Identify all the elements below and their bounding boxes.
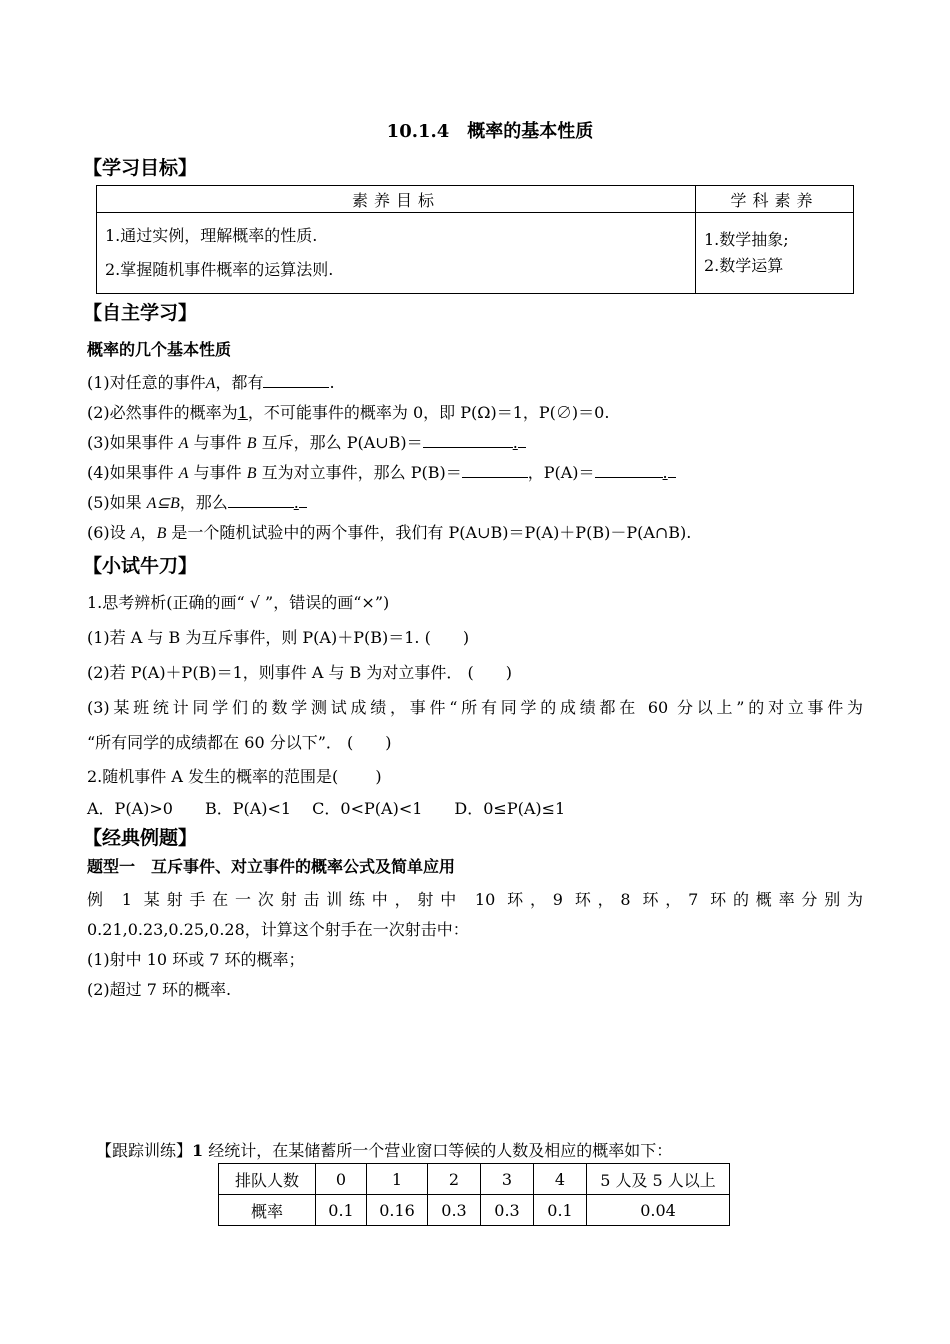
training-number: 1	[192, 1141, 204, 1160]
fill-blank[interactable]	[423, 431, 513, 448]
training-text: 经统计，在某储蓄所一个营业窗口等候的人数及相应的概率如下：	[203, 1141, 673, 1160]
table-cell: 3	[481, 1164, 534, 1195]
property-4: (4)如果事件 A 与事件 B 互为对立事件，那么 P(B)＝ ，P(A)＝ .	[87, 460, 676, 483]
table-cell: 2	[428, 1164, 481, 1195]
table-cell: 4	[534, 1164, 587, 1195]
goals-col2-header: 学科素养	[696, 186, 854, 213]
fill-blank[interactable]	[462, 461, 528, 478]
example-1-part-1: (1)射中 10 环或 7 环的概率；	[87, 950, 305, 969]
property-6: (6)设 A，B 是一个随机试验中的两个事件，我们有 P(A∪B)＝P(A)＋P(B)－P(A∩B).	[87, 523, 692, 542]
section-try-heading: 【小试牛刀】	[83, 555, 198, 577]
table-cell: 0.04	[587, 1195, 730, 1226]
type-1-heading: 题型一 互斥事件、对立事件的概率公式及简单应用	[87, 857, 456, 876]
goals-col1-header: 素养目标	[97, 186, 696, 213]
question-1: 1.思考辨析(正确的画“ √ ”，错误的画“×”)	[87, 593, 390, 612]
question-2: 2.随机事件 A 发生的概率的范围是( )	[87, 767, 382, 786]
property-3: (3)如果事件 A 与事件 B 互斥，那么 P(A∪B)＝ .	[87, 430, 526, 453]
table-cell: 0.1	[316, 1195, 367, 1226]
goal-item: 1.通过实例，理解概率的性质.	[105, 226, 318, 245]
table-cell: 0	[316, 1164, 367, 1195]
table-row	[219, 1195, 730, 1226]
example-1-line-2: 0.21,0.23,0.25,0.28，计算这个射手在一次射击中：	[87, 920, 469, 939]
literacy-item: 2.数学运算	[704, 256, 784, 275]
page-title: 10.1.4 概率的基本性质	[386, 121, 594, 142]
self-study-subheading: 概率的几个基本性质	[87, 340, 232, 359]
question-1-2: (2)若 P(A)＋P(B)＝1，则事件 A 与 B 为对立事件． ( )	[87, 663, 512, 682]
fill-blank[interactable]	[228, 491, 294, 508]
section-self-study-heading: 【自主学习】	[83, 302, 198, 324]
fill-blank[interactable]	[263, 371, 329, 388]
goals-table	[96, 185, 854, 294]
fill-blank[interactable]	[595, 461, 663, 478]
example-1-part-2: (2)超过 7 环的概率.	[87, 980, 232, 999]
section-examples-heading: 【经典例题】	[83, 827, 198, 849]
literacy-item: 1.数学抽象;	[704, 230, 789, 249]
goals-cell	[97, 213, 696, 294]
literacy-cell	[696, 213, 854, 294]
property-2: (2)必然事件的概率为1，不可能事件的概率为 0，即 P(Ω)＝1，P(∅)＝0.	[87, 403, 610, 422]
question-2-options: A．P(A)>0 B．P(A)<1 C．0<P(A)<1 D．0≤P(A)≤1	[87, 799, 566, 818]
table-cell: 0.3	[481, 1195, 534, 1226]
property-1: (1)对任意的事件A，都有 .	[87, 373, 335, 392]
property-5: (5)如果 A⊆B，那么 .	[87, 490, 307, 513]
queue-probability-table	[218, 1163, 730, 1226]
table-cell: 1	[367, 1164, 428, 1195]
table-cell: 0.16	[367, 1195, 428, 1226]
training-intro	[96, 1138, 672, 1161]
table-cell: 0.1	[534, 1195, 587, 1226]
goal-item: 2.掌握随机事件概率的运算法则.	[105, 260, 334, 279]
table-cell: 概率	[219, 1195, 316, 1226]
example-1-line-1: 例 1 某射手在一次射击训练中，射中 10 环，9 环，8 环，7 环的概率分别为	[87, 890, 863, 909]
training-label: 【跟踪训练】	[96, 1141, 193, 1160]
table-cell: 排队人数	[219, 1164, 316, 1195]
question-1-3a: (3)某班统计同学们的数学测试成绩，事件“所有同学的成绩都在 60 分以上”的对立事件为	[87, 698, 863, 717]
table-cell: 5 人及 5 人以上	[587, 1164, 730, 1195]
table-row	[219, 1164, 730, 1195]
question-1-3b: “所有同学的成绩都在 60 分以下”． ( )	[87, 733, 392, 752]
table-cell: 0.3	[428, 1195, 481, 1226]
section-goals-heading: 【学习目标】	[83, 157, 198, 179]
question-1-1: (1)若 A 与 B 为互斥事件，则 P(A)＋P(B)＝1. ( )	[87, 628, 470, 647]
